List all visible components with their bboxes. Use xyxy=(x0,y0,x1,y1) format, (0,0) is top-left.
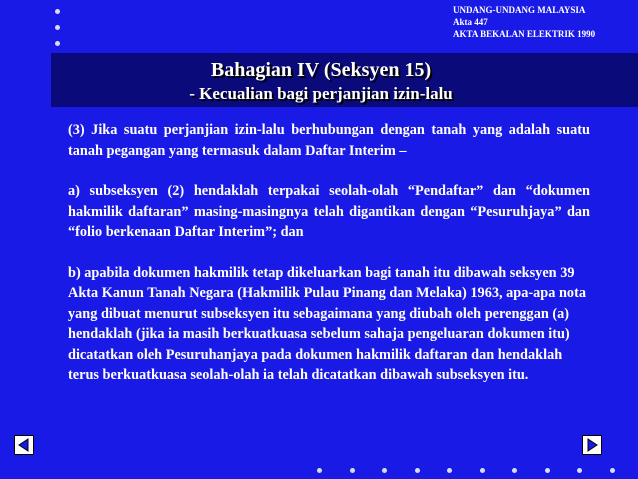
triangle-right-icon xyxy=(583,436,601,454)
slide-body xyxy=(68,120,590,386)
paragraph-a: a) subseksyen (2) hendaklah terpakai seolah-olah “Pendaftar” dan “dokumen hakmilik daftaran” masing-masingnya telah digantikan dengan “Pesuruhjaya” dan “folio berkenaan Daftar Interim”; dan xyxy=(68,183,590,240)
paragraph-3: (3) Jika suatu perjanjian izin-lalu berhubungan dengan tanah yang adalah suatu tanah pegangan yang termasuk dalam Daftar Interim – xyxy=(68,122,590,159)
decor-dot xyxy=(55,41,60,46)
decor-dot xyxy=(610,468,615,473)
header-act-title: AKTA BEKALAN ELEKTRIK 1990 xyxy=(453,29,596,39)
decor-dot xyxy=(480,468,485,473)
slide-title: Bahagian IV (Seksyen 15) xyxy=(210,59,432,81)
decor-dot xyxy=(512,468,517,473)
decor-dot xyxy=(447,468,452,473)
previous-slide-button[interactable] xyxy=(14,435,34,455)
decor-dot xyxy=(382,468,387,473)
decor-dot xyxy=(55,9,60,14)
decor-dot xyxy=(577,468,582,473)
header-act-number: Akta 447 xyxy=(453,17,488,27)
decor-dot xyxy=(317,468,322,473)
slide-subtitle: - Kecualian bagi perjanjian izin-lalu xyxy=(189,84,453,103)
slide-header xyxy=(453,4,595,40)
triangle-left-icon xyxy=(15,436,33,454)
decor-dot xyxy=(55,25,60,30)
header-act-name: UNDANG-UNDANG MALAYSIA xyxy=(453,5,586,15)
decor-dot xyxy=(545,468,550,473)
decor-dot xyxy=(415,468,420,473)
title-bar xyxy=(51,53,638,107)
next-slide-button[interactable] xyxy=(582,435,602,455)
paragraph-b: b) apabila dokumen hakmilik tetap dikeluarkan bagi tanah itu dibawah seksyen 39 Akta Kanun Tanah Negara (Hakmilik Pulau Pinang dan Melaka) 1963, apa-apa nota yang dibuat menurut subseksyen itu sebagaimana yang diubah oleh perenggan (a) hendaklah (jika ia masih berkuatkuasa sebelum sahaja pengeluaran dokumen itu) dicatatkan oleh Pesuruhanjaya pada dokumen hakmilik daftaran dan hendaklah terus berkuatkuasa seolah-olah ia telah dicatatkan dibawah subseksyen itu. xyxy=(68,264,586,383)
decor-dot xyxy=(350,468,355,473)
